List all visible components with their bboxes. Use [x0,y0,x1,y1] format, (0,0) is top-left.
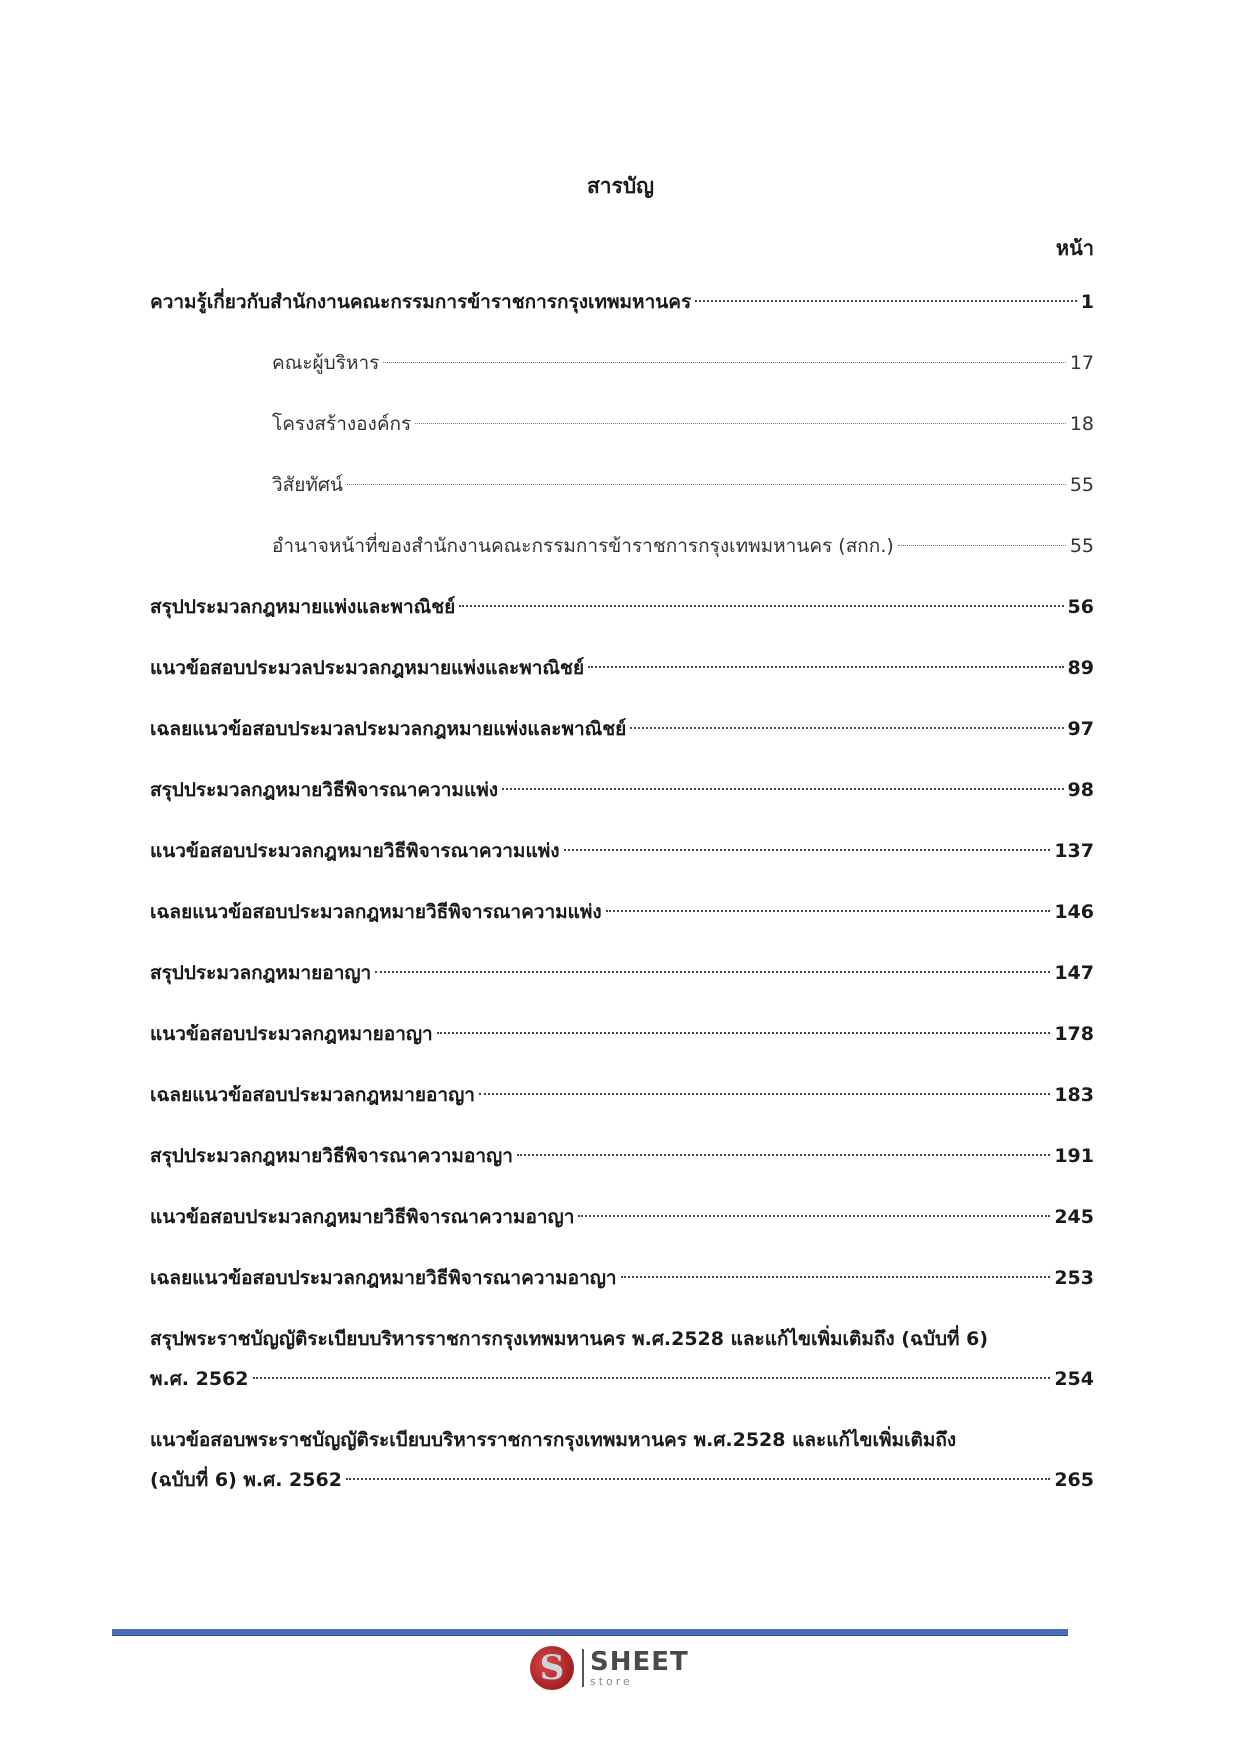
dot-leader [630,727,1063,729]
toc-subentry[interactable] [150,526,1094,587]
dot-leader [578,1215,1050,1217]
toc-entry-page: 191 [1054,1145,1094,1167]
toc-entry[interactable] [150,587,1094,648]
dot-leader [898,545,1066,546]
toc-entry-page: 55 [1069,535,1094,557]
toc-entry-label: เฉลยแนวข้อสอบประมวลกฎหมายวิธีพิจารณาความแพ่ง [150,901,602,923]
toc-subentry[interactable] [150,465,1094,526]
logo-divider [582,1649,584,1687]
toc-entry-label: แนวข้อสอบประมวลกฎหมายวิธีพิจารณาความอาญา [150,1206,575,1228]
dot-leader [517,1154,1050,1156]
table-of-contents [150,282,1094,1521]
toc-entry-page: 178 [1054,1023,1094,1045]
toc-entry-label: เฉลยแนวข้อสอบประมวลประมวลกฎหมายแพ่งและพาณิชย์ [150,718,627,740]
toc-entry-label: พ.ศ. 2562 [150,1368,249,1390]
toc-entry-label: โครงสร้างองค์กร [272,413,412,435]
toc-entry-label: สรุปประมวลกฎหมายวิธีพิจารณาความอาญา [150,1145,513,1167]
toc-entry-page: 147 [1054,962,1094,984]
dot-leader [459,605,1063,607]
toc-entry[interactable] [150,1420,1094,1521]
toc-entry-page: 98 [1067,779,1094,801]
toc-entry-page: 17 [1069,352,1094,374]
toc-subentry[interactable] [150,404,1094,465]
toc-entry-label: (ฉบับที่ 6) พ.ศ. 2562 [150,1469,342,1491]
toc-entry-page: 253 [1054,1267,1094,1289]
toc-entry-page: 97 [1067,718,1094,740]
logo-text [590,1649,689,1687]
page-title: สารบัญ [586,174,655,198]
page-column-header: หน้า [1055,236,1094,260]
toc-entry-label: อำนาจหน้าที่ของสำนักงานคณะกรรมการข้าราชการกรุงเทพมหานคร (สกก.) [272,535,894,557]
toc-entry[interactable] [150,831,1094,892]
toc-entry-label: สรุปประมวลกฎหมายอาญา [150,962,372,984]
toc-entry[interactable] [150,282,1094,343]
dot-leader [502,788,1064,790]
footer-divider [112,1629,1068,1636]
dot-leader [415,423,1066,424]
toc-subentry[interactable] [150,343,1094,404]
toc-entry[interactable] [150,1197,1094,1258]
toc-entry-page: 18 [1069,413,1094,435]
toc-entry[interactable] [150,709,1094,770]
dot-leader [346,1478,1050,1480]
dot-leader [564,849,1051,851]
toc-entry-page: 89 [1067,657,1094,679]
dot-leader [253,1377,1051,1379]
dot-leader [621,1276,1051,1278]
toc-entry[interactable] [150,770,1094,831]
toc-entry-label: แนวข้อสอบประมวลประมวลกฎหมายแพ่งและพาณิชย์ [150,657,585,679]
dot-leader [347,484,1066,485]
logo-mark-icon [530,1646,574,1690]
toc-entry-page: 183 [1054,1084,1094,1106]
toc-entry-label-line1: แนวข้อสอบพระราชบัญญัติระเบียบบริหารราชการกรุงเทพมหานคร พ.ศ.2528 และแก้ไขเพิ่มเติมถึง [150,1429,957,1451]
logo-subtext: store [590,1675,633,1688]
toc-entry-label: วิสัยทัศน์ [272,474,343,496]
dot-leader [375,971,1050,973]
dot-leader [695,300,1077,302]
toc-entry[interactable] [150,892,1094,953]
toc-entry-label: สรุปประมวลกฎหมายวิธีพิจารณาความแพ่ง [150,779,498,801]
toc-entry[interactable] [150,1075,1094,1136]
toc-entry-label: เฉลยแนวข้อสอบประมวลกฎหมายอาญา [150,1084,475,1106]
dot-leader [479,1093,1050,1095]
sheet-store-logo [530,1644,689,1692]
toc-entry-page: 146 [1054,901,1094,923]
toc-entry-label: สรุปประมวลกฎหมายแพ่งและพาณิชย์ [150,596,456,618]
toc-entry-page: 137 [1054,840,1094,862]
dot-leader [437,1032,1051,1034]
toc-entry-label: แนวข้อสอบประมวลกฎหมายวิธีพิจารณาความแพ่ง [150,840,560,862]
toc-entry[interactable] [150,1014,1094,1075]
dot-leader [606,910,1051,912]
toc-entry[interactable] [150,1319,1094,1420]
toc-entry[interactable] [150,1258,1094,1319]
toc-entry[interactable] [150,1136,1094,1197]
toc-entry[interactable] [150,953,1094,1014]
toc-entry[interactable] [150,648,1094,709]
toc-entry-page: 265 [1054,1469,1094,1491]
toc-entry-label-line1: สรุปพระราชบัญญัติระเบียบบริหารราชการกรุงเทพมหานคร พ.ศ.2528 และแก้ไขเพิ่มเติมถึง (ฉบับที่ 6) [150,1328,989,1350]
toc-entry-page: 245 [1054,1206,1094,1228]
toc-entry-label: แนวข้อสอบประมวลกฎหมายอาญา [150,1023,433,1045]
toc-entry-label: เฉลยแนวข้อสอบประมวลกฎหมายวิธีพิจารณาความอาญา [150,1267,617,1289]
toc-entry-page: 1 [1080,291,1094,313]
toc-entry-page: 55 [1069,474,1094,496]
logo-wordmark: SHEET [590,1647,689,1677]
toc-entry-label: ความรู้เกี่ยวกับสำนักงานคณะกรรมการข้าราชการกรุงเทพมหานคร [150,291,692,313]
toc-entry-page: 254 [1054,1368,1094,1390]
toc-entry-page: 56 [1067,596,1094,618]
dot-leader [588,666,1063,668]
dot-leader [383,362,1065,363]
toc-entry-label: คณะผู้บริหาร [272,352,380,374]
